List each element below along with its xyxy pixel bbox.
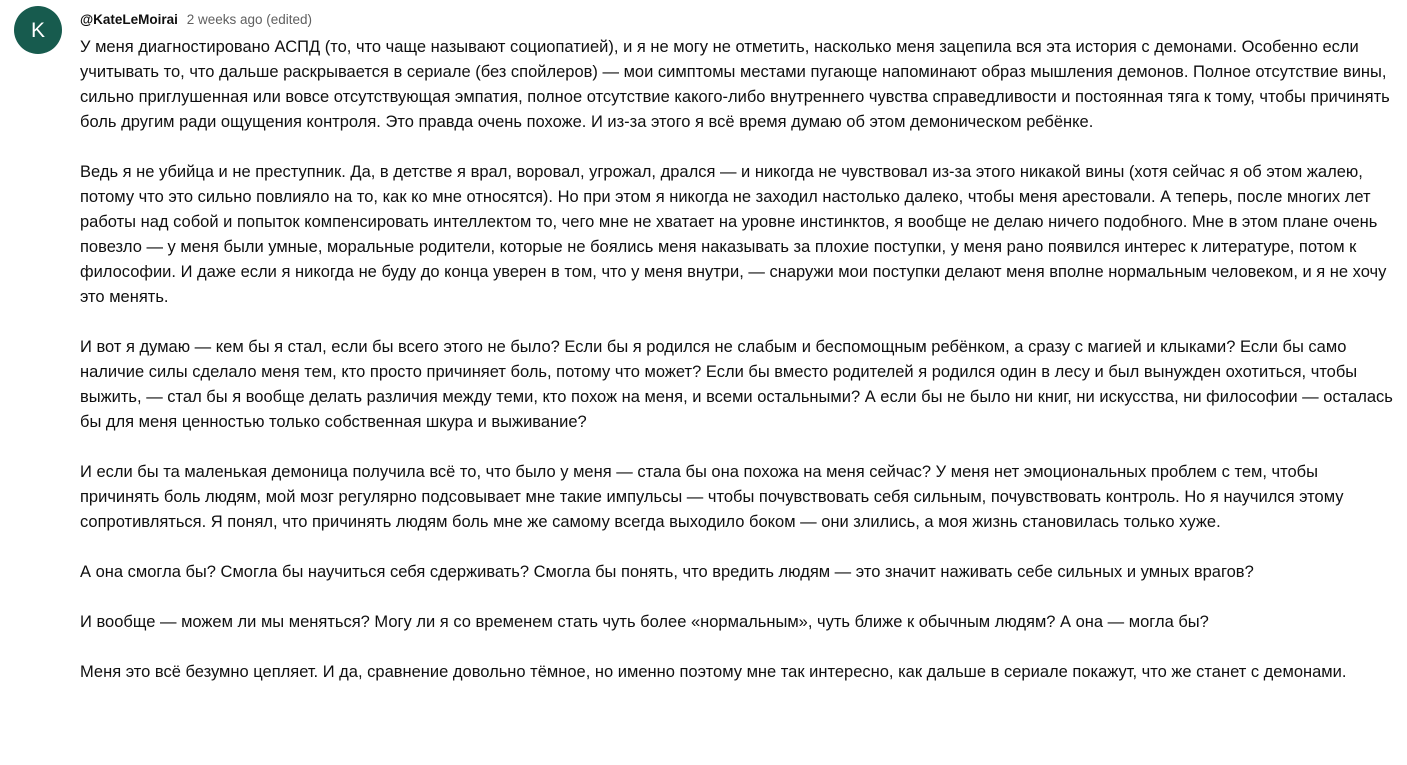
- comment-paragraph: У меня диагностировано АСПД (то, что чаще называют социопатией), и я не могу не отметить, насколько меня зацепила вся эта история с демонами. Особенно если учитывать то, что дальше раскрывается в сериале (без спойлеров) — мои симптомы местами пугающе напоминают образ мышления демонов. Полное отсутствие вины, сильно приглушенная или вовсе отсутствующая эмпатия, полное отсутствие какого-либо внутреннего чувства справедливости и постоянная тяга к тому, чтобы причинять боль другим ради ощущения контроля. Это правда очень похоже. И из-за этого я всё время думаю об этом демоническом ребёнке.: [80, 38, 1390, 131]
- comment-paragraph: Меня это всё безумно цепляет. И да, сравнение довольно тёмное, но именно поэтому мне так интересно, как дальше в сериале покажут, что же станет с демонами.: [80, 663, 1347, 681]
- comment-paragraph: А она смогла бы? Смогла бы научиться себя сдерживать? Смогла бы понять, что вредить людям — это значит наживать себе сильных и умных врагов?: [80, 563, 1254, 581]
- comment-paragraph: Ведь я не убийца и не преступник. Да, в детстве я врал, воровал, угрожал, дрался — и никогда не чувствовал из-за этого никакой вины (хотя сейчас я об этом жалею, потому что это сильно повлияло на то, как ко мне относятся). Но при этом я никогда не заходил настолько далеко, чтобы меня арестовали. А теперь, после многих лет работы над собой и попыток компенсировать интеллектом то, чего мне не хватает на уровне инстинктов, я вообще не делаю ничего подобного. Мне в этом плане очень повезло — у меня были умные, моральные родители, которые не боялись меня наказывать за плохие поступки, у меня рано появился интерес к литературе, потом к философии. И даже если я никогда не буду до конца уверен в том, что у меня внутри, — снаружи мои поступки делают меня вполне нормальным человеком, и я не хочу это менять.: [80, 163, 1387, 306]
- comment-header: [80, 12, 1398, 28]
- comment-content: [80, 6, 1398, 685]
- comment-text: [80, 35, 1398, 685]
- avatar[interactable]: [14, 6, 62, 54]
- comment-timestamp[interactable]: 2 weeks ago (edited): [186, 12, 313, 27]
- comment-paragraph: И вот я думаю — кем бы я стал, если бы всего этого не было? Если бы я родился не слабым и беспомощным ребёнком, а сразу с магией и клыками? Если бы само наличие силы сделало меня тем, кто просто причиняет боль, потому что может? Если бы вместо родителей я родился один в лесу и был вынужден охотиться, чтобы выжить, — стал бы я вообще делать различия между теми, кто похож на меня, и всеми остальными? А если бы не было ни книг, ни искусства, ни философии — осталась бы для меня ценностью только собственная шкура и выживание?: [80, 338, 1393, 431]
- comment-paragraph: И если бы та маленькая демоница получила всё то, что было у меня — стала бы она похожа на меня сейчас? У меня нет эмоциональных проблем с тем, чтобы причинять боль людям, мой мозг регулярно подсовывает мне такие импульсы — чтобы почувствовать себя сильным, почувствовать контроль. Но я научился этому сопротивляться. Я понял, что причинять людям боль мне же самому всегда выходило боком — они злились, а моя жизнь становилась только хуже.: [80, 463, 1344, 531]
- avatar-letter: K: [30, 18, 45, 42]
- comment-paragraph: И вообще — можем ли мы меняться? Могу ли я со временем стать чуть более «нормальным», чуть ближе к обычным людям? А она — могла бы?: [80, 613, 1209, 631]
- comment-author[interactable]: @KateLeMoirai: [80, 12, 178, 27]
